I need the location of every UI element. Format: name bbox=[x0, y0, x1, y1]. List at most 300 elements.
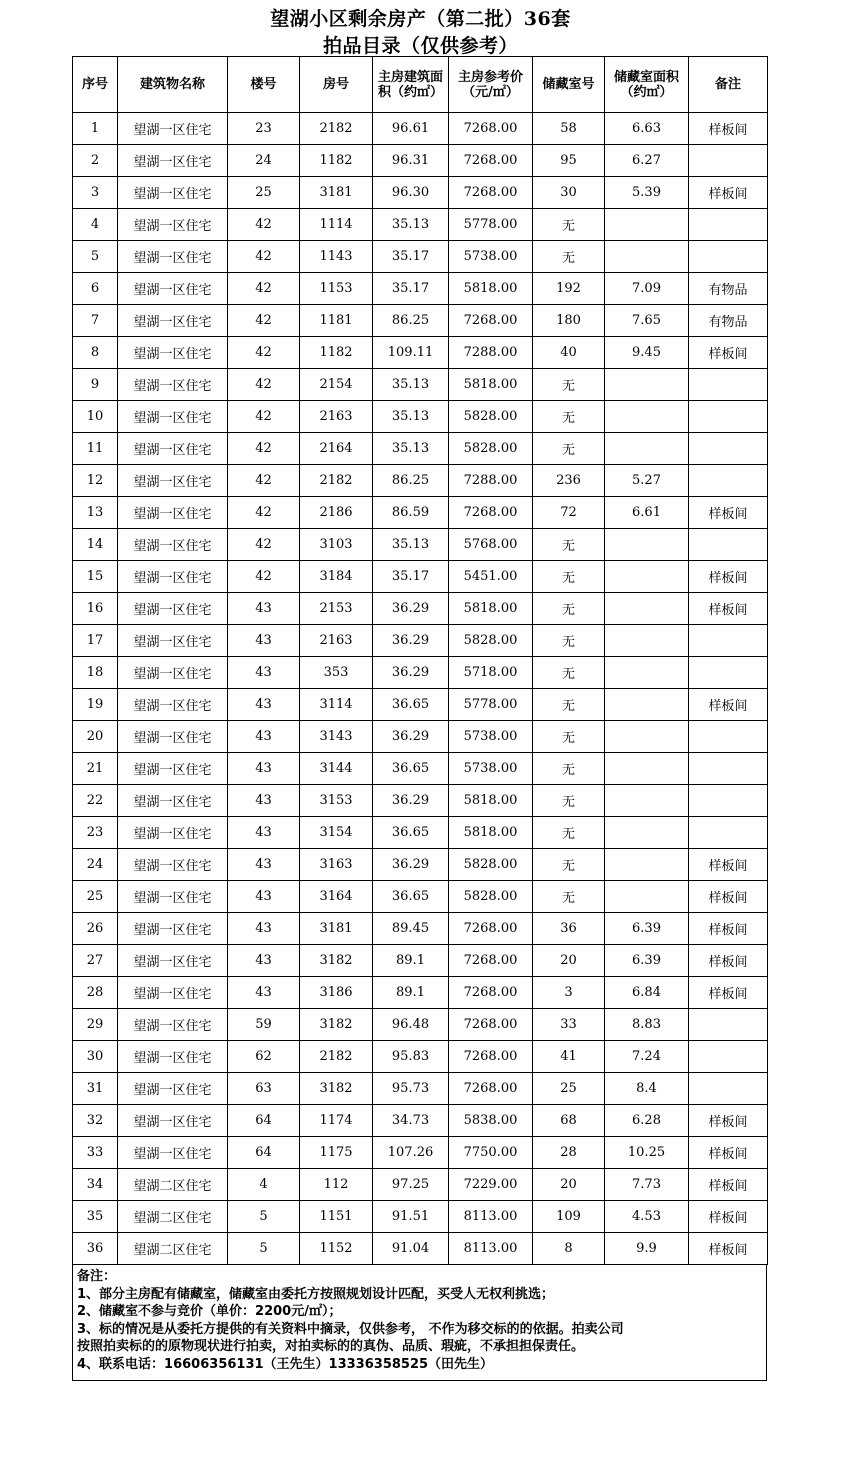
table-row bbox=[73, 561, 768, 593]
cell-remark: 样板间 bbox=[689, 113, 768, 145]
cell-reference-price: 7268.00 bbox=[449, 1073, 533, 1105]
cell-storage-no: 无 bbox=[533, 849, 605, 881]
table-row bbox=[73, 1201, 768, 1233]
cell-remark: 样板间 bbox=[689, 497, 768, 529]
cell-building-no: 4 bbox=[228, 1169, 300, 1201]
header-storage-area: 储藏室面积（约㎡） bbox=[605, 57, 689, 113]
table-row bbox=[73, 177, 768, 209]
cell-building-name: 望湖一区住宅 bbox=[118, 785, 228, 817]
cell-building-name: 望湖二区住宅 bbox=[118, 1233, 228, 1265]
property-table bbox=[72, 56, 768, 1265]
cell-remark: 样板间 bbox=[689, 977, 768, 1009]
cell-remark: 样板间 bbox=[689, 1169, 768, 1201]
table-row bbox=[73, 1137, 768, 1169]
cell-storage-no: 72 bbox=[533, 497, 605, 529]
cell-main-area: 95.83 bbox=[373, 1041, 449, 1073]
cell-main-area: 109.11 bbox=[373, 337, 449, 369]
cell-building-no: 62 bbox=[228, 1041, 300, 1073]
cell-building-name: 望湖一区住宅 bbox=[118, 689, 228, 721]
cell-room-no: 1143 bbox=[300, 241, 373, 273]
cell-room-no: 3163 bbox=[300, 849, 373, 881]
cell-storage-no: 无 bbox=[533, 369, 605, 401]
note-3: 3、标的情况是从委托方提供的有关资料中摘录，仅供参考， 不作为移交标的的依据。拍卖公司 bbox=[77, 1321, 624, 1337]
header-building-name: 建筑物名称 bbox=[118, 57, 228, 113]
cell-index: 29 bbox=[73, 1009, 118, 1041]
cell-remark: 样板间 bbox=[689, 561, 768, 593]
cell-storage-area: 9.45 bbox=[605, 337, 689, 369]
cell-main-area: 95.73 bbox=[373, 1073, 449, 1105]
table-row bbox=[73, 753, 768, 785]
cell-index: 1 bbox=[73, 113, 118, 145]
cell-building-no: 43 bbox=[228, 593, 300, 625]
cell-storage-no: 33 bbox=[533, 1009, 605, 1041]
cell-room-no: 3144 bbox=[300, 753, 373, 785]
table-row bbox=[73, 1009, 768, 1041]
cell-room-no: 1153 bbox=[300, 273, 373, 305]
cell-remark bbox=[689, 625, 768, 657]
cell-main-area: 96.61 bbox=[373, 113, 449, 145]
cell-reference-price: 5738.00 bbox=[449, 721, 533, 753]
cell-storage-no: 41 bbox=[533, 1041, 605, 1073]
cell-main-area: 35.13 bbox=[373, 433, 449, 465]
cell-storage-area: 10.25 bbox=[605, 1137, 689, 1169]
cell-building-no: 5 bbox=[228, 1233, 300, 1265]
header-remark: 备注 bbox=[689, 57, 768, 113]
table-row bbox=[73, 593, 768, 625]
cell-storage-area bbox=[605, 241, 689, 273]
cell-building-no: 5 bbox=[228, 1201, 300, 1233]
cell-reference-price: 5818.00 bbox=[449, 369, 533, 401]
cell-room-no: 1175 bbox=[300, 1137, 373, 1169]
cell-index: 3 bbox=[73, 177, 118, 209]
cell-building-no: 42 bbox=[228, 465, 300, 497]
cell-main-area: 107.26 bbox=[373, 1137, 449, 1169]
cell-building-no: 42 bbox=[228, 209, 300, 241]
cell-storage-no: 36 bbox=[533, 913, 605, 945]
cell-storage-area bbox=[605, 657, 689, 689]
cell-storage-area: 7.73 bbox=[605, 1169, 689, 1201]
cell-building-no: 43 bbox=[228, 721, 300, 753]
cell-room-no: 2153 bbox=[300, 593, 373, 625]
cell-remark bbox=[689, 145, 768, 177]
cell-storage-no: 无 bbox=[533, 529, 605, 561]
cell-remark bbox=[689, 657, 768, 689]
cell-index: 30 bbox=[73, 1041, 118, 1073]
header-index: 序号 bbox=[73, 57, 118, 113]
cell-storage-area: 6.39 bbox=[605, 913, 689, 945]
cell-storage-area: 6.27 bbox=[605, 145, 689, 177]
cell-building-name: 望湖一区住宅 bbox=[118, 401, 228, 433]
cell-room-no: 3182 bbox=[300, 1009, 373, 1041]
cell-building-name: 望湖一区住宅 bbox=[118, 1041, 228, 1073]
cell-reference-price: 7750.00 bbox=[449, 1137, 533, 1169]
cell-room-no: 353 bbox=[300, 657, 373, 689]
cell-storage-area: 7.65 bbox=[605, 305, 689, 337]
cell-storage-no: 3 bbox=[533, 977, 605, 1009]
cell-room-no: 2154 bbox=[300, 369, 373, 401]
cell-building-no: 43 bbox=[228, 945, 300, 977]
cell-storage-area: 9.9 bbox=[605, 1233, 689, 1265]
cell-main-area: 35.13 bbox=[373, 369, 449, 401]
cell-storage-no: 无 bbox=[533, 241, 605, 273]
cell-storage-area bbox=[605, 881, 689, 913]
cell-index: 17 bbox=[73, 625, 118, 657]
cell-index: 13 bbox=[73, 497, 118, 529]
cell-index: 5 bbox=[73, 241, 118, 273]
cell-building-no: 43 bbox=[228, 817, 300, 849]
cell-storage-no: 无 bbox=[533, 657, 605, 689]
cell-storage-no: 20 bbox=[533, 945, 605, 977]
cell-storage-area bbox=[605, 849, 689, 881]
cell-main-area: 36.29 bbox=[373, 625, 449, 657]
cell-room-no: 3182 bbox=[300, 945, 373, 977]
cell-main-area: 89.1 bbox=[373, 945, 449, 977]
table-row bbox=[73, 977, 768, 1009]
cell-room-no: 3153 bbox=[300, 785, 373, 817]
cell-storage-no: 无 bbox=[533, 753, 605, 785]
cell-room-no: 3103 bbox=[300, 529, 373, 561]
cell-room-no: 1152 bbox=[300, 1233, 373, 1265]
cell-building-name: 望湖一区住宅 bbox=[118, 273, 228, 305]
cell-index: 8 bbox=[73, 337, 118, 369]
cell-remark: 样板间 bbox=[689, 945, 768, 977]
cell-storage-area bbox=[605, 593, 689, 625]
cell-storage-area: 5.39 bbox=[605, 177, 689, 209]
cell-remark: 样板间 bbox=[689, 1137, 768, 1169]
cell-index: 10 bbox=[73, 401, 118, 433]
cell-main-area: 86.25 bbox=[373, 305, 449, 337]
cell-building-name: 望湖一区住宅 bbox=[118, 721, 228, 753]
cell-index: 24 bbox=[73, 849, 118, 881]
note-2: 2、储藏室不参与竞价（单价：2200元/㎡）； bbox=[77, 1304, 342, 1319]
cell-main-area: 96.48 bbox=[373, 1009, 449, 1041]
cell-storage-no: 236 bbox=[533, 465, 605, 497]
cell-storage-no: 无 bbox=[533, 561, 605, 593]
cell-building-no: 42 bbox=[228, 241, 300, 273]
cell-index: 25 bbox=[73, 881, 118, 913]
cell-building-name: 望湖一区住宅 bbox=[118, 945, 228, 977]
cell-remark bbox=[689, 1041, 768, 1073]
notes-section bbox=[72, 1264, 767, 1381]
cell-building-name: 望湖一区住宅 bbox=[118, 113, 228, 145]
cell-storage-no: 192 bbox=[533, 273, 605, 305]
cell-building-no: 25 bbox=[228, 177, 300, 209]
cell-storage-no: 68 bbox=[533, 1105, 605, 1137]
cell-storage-area: 4.53 bbox=[605, 1201, 689, 1233]
cell-index: 27 bbox=[73, 945, 118, 977]
note-3-continued: 按照拍卖标的的原物现状进行拍卖，对拍卖标的的真伪、品质、瑕疵，不承担担保责任。 bbox=[77, 1339, 585, 1354]
cell-storage-no: 无 bbox=[533, 785, 605, 817]
cell-room-no: 2163 bbox=[300, 625, 373, 657]
cell-building-name: 望湖一区住宅 bbox=[118, 305, 228, 337]
cell-remark: 样板间 bbox=[689, 337, 768, 369]
table-row bbox=[73, 689, 768, 721]
cell-room-no: 3164 bbox=[300, 881, 373, 913]
table-row bbox=[73, 1073, 768, 1105]
cell-room-no: 3154 bbox=[300, 817, 373, 849]
cell-room-no: 2186 bbox=[300, 497, 373, 529]
cell-room-no: 112 bbox=[300, 1169, 373, 1201]
cell-reference-price: 7268.00 bbox=[449, 497, 533, 529]
cell-main-area: 96.30 bbox=[373, 177, 449, 209]
cell-storage-area: 6.39 bbox=[605, 945, 689, 977]
cell-index: 12 bbox=[73, 465, 118, 497]
cell-reference-price: 7268.00 bbox=[449, 145, 533, 177]
cell-building-name: 望湖一区住宅 bbox=[118, 433, 228, 465]
cell-reference-price: 5738.00 bbox=[449, 241, 533, 273]
cell-reference-price: 5838.00 bbox=[449, 1105, 533, 1137]
cell-storage-no: 180 bbox=[533, 305, 605, 337]
cell-building-no: 42 bbox=[228, 305, 300, 337]
cell-storage-area bbox=[605, 689, 689, 721]
table-row bbox=[73, 337, 768, 369]
cell-building-no: 43 bbox=[228, 977, 300, 1009]
table-row bbox=[73, 209, 768, 241]
cell-reference-price: 5828.00 bbox=[449, 625, 533, 657]
cell-building-name: 望湖一区住宅 bbox=[118, 593, 228, 625]
cell-storage-no: 无 bbox=[533, 881, 605, 913]
table-row bbox=[73, 369, 768, 401]
cell-reference-price: 7268.00 bbox=[449, 113, 533, 145]
cell-remark: 样板间 bbox=[689, 1105, 768, 1137]
cell-building-no: 64 bbox=[228, 1105, 300, 1137]
cell-building-name: 望湖一区住宅 bbox=[118, 465, 228, 497]
notes-heading: 备注： bbox=[77, 1269, 117, 1284]
table-row bbox=[73, 241, 768, 273]
cell-storage-no: 28 bbox=[533, 1137, 605, 1169]
cell-building-name: 望湖一区住宅 bbox=[118, 145, 228, 177]
cell-room-no: 3181 bbox=[300, 177, 373, 209]
cell-building-name: 望湖二区住宅 bbox=[118, 1169, 228, 1201]
cell-reference-price: 5768.00 bbox=[449, 529, 533, 561]
cell-building-no: 43 bbox=[228, 625, 300, 657]
cell-index: 35 bbox=[73, 1201, 118, 1233]
cell-index: 33 bbox=[73, 1137, 118, 1169]
note-4-contact: 4、联系电话：16606356131（王先生）13336358525（田先生） bbox=[77, 1356, 494, 1372]
cell-storage-no: 无 bbox=[533, 209, 605, 241]
cell-building-name: 望湖一区住宅 bbox=[118, 753, 228, 785]
table-row bbox=[73, 849, 768, 881]
cell-reference-price: 5828.00 bbox=[449, 401, 533, 433]
cell-reference-price: 7268.00 bbox=[449, 977, 533, 1009]
cell-main-area: 35.13 bbox=[373, 401, 449, 433]
cell-index: 32 bbox=[73, 1105, 118, 1137]
cell-building-name: 望湖一区住宅 bbox=[118, 1137, 228, 1169]
cell-main-area: 36.29 bbox=[373, 721, 449, 753]
cell-main-area: 36.29 bbox=[373, 593, 449, 625]
cell-index: 36 bbox=[73, 1233, 118, 1265]
cell-storage-area bbox=[605, 433, 689, 465]
cell-index: 11 bbox=[73, 433, 118, 465]
table-row bbox=[73, 1105, 768, 1137]
cell-index: 2 bbox=[73, 145, 118, 177]
cell-remark: 样板间 bbox=[689, 913, 768, 945]
header-reference-price: 主房参考价（元/㎡） bbox=[449, 57, 533, 113]
cell-remark bbox=[689, 369, 768, 401]
cell-storage-area: 7.09 bbox=[605, 273, 689, 305]
cell-index: 7 bbox=[73, 305, 118, 337]
table-row bbox=[73, 721, 768, 753]
document-title: 望湖小区剩余房产（第二批）36套 bbox=[270, 8, 571, 30]
cell-remark bbox=[689, 209, 768, 241]
cell-building-name: 望湖一区住宅 bbox=[118, 977, 228, 1009]
cell-storage-area bbox=[605, 209, 689, 241]
cell-index: 6 bbox=[73, 273, 118, 305]
cell-room-no: 1114 bbox=[300, 209, 373, 241]
cell-index: 20 bbox=[73, 721, 118, 753]
cell-storage-area bbox=[605, 529, 689, 561]
cell-reference-price: 5718.00 bbox=[449, 657, 533, 689]
cell-building-no: 59 bbox=[228, 1009, 300, 1041]
cell-storage-area bbox=[605, 369, 689, 401]
cell-building-name: 望湖一区住宅 bbox=[118, 657, 228, 689]
cell-remark: 样板间 bbox=[689, 689, 768, 721]
cell-remark bbox=[689, 817, 768, 849]
cell-index: 34 bbox=[73, 1169, 118, 1201]
cell-storage-area: 6.63 bbox=[605, 113, 689, 145]
cell-building-name: 望湖一区住宅 bbox=[118, 1073, 228, 1105]
cell-remark: 样板间 bbox=[689, 1201, 768, 1233]
cell-building-name: 望湖一区住宅 bbox=[118, 849, 228, 881]
cell-building-name: 望湖一区住宅 bbox=[118, 881, 228, 913]
table-body bbox=[73, 113, 768, 1265]
cell-storage-no: 无 bbox=[533, 689, 605, 721]
table-row bbox=[73, 529, 768, 561]
cell-remark bbox=[689, 241, 768, 273]
cell-storage-no: 95 bbox=[533, 145, 605, 177]
cell-remark bbox=[689, 529, 768, 561]
cell-reference-price: 7268.00 bbox=[449, 177, 533, 209]
cell-building-no: 43 bbox=[228, 657, 300, 689]
cell-room-no: 2182 bbox=[300, 1041, 373, 1073]
cell-storage-no: 30 bbox=[533, 177, 605, 209]
cell-main-area: 89.1 bbox=[373, 977, 449, 1009]
table-row bbox=[73, 657, 768, 689]
cell-storage-area bbox=[605, 817, 689, 849]
table-row bbox=[73, 497, 768, 529]
cell-room-no: 3114 bbox=[300, 689, 373, 721]
table-row bbox=[73, 113, 768, 145]
cell-remark: 样板间 bbox=[689, 1233, 768, 1265]
cell-remark bbox=[689, 721, 768, 753]
cell-room-no: 1181 bbox=[300, 305, 373, 337]
cell-building-no: 43 bbox=[228, 753, 300, 785]
cell-remark: 有物品 bbox=[689, 305, 768, 337]
cell-main-area: 35.17 bbox=[373, 241, 449, 273]
cell-building-name: 望湖一区住宅 bbox=[118, 337, 228, 369]
note-1: 1、部分主房配有储藏室，储藏室由委托方按照规划设计匹配，买受人无权利挑选； bbox=[77, 1286, 555, 1302]
cell-building-no: 42 bbox=[228, 433, 300, 465]
cell-main-area: 36.65 bbox=[373, 753, 449, 785]
cell-reference-price: 7288.00 bbox=[449, 465, 533, 497]
table-row bbox=[73, 305, 768, 337]
cell-building-name: 望湖一区住宅 bbox=[118, 209, 228, 241]
cell-room-no: 3186 bbox=[300, 977, 373, 1009]
cell-building-name: 望湖一区住宅 bbox=[118, 1105, 228, 1137]
cell-reference-price: 5451.00 bbox=[449, 561, 533, 593]
cell-index: 21 bbox=[73, 753, 118, 785]
cell-building-name: 望湖一区住宅 bbox=[118, 529, 228, 561]
cell-building-name: 望湖一区住宅 bbox=[118, 561, 228, 593]
cell-storage-no: 20 bbox=[533, 1169, 605, 1201]
table-row bbox=[73, 817, 768, 849]
cell-storage-no: 无 bbox=[533, 433, 605, 465]
cell-remark bbox=[689, 401, 768, 433]
header-building-no: 楼号 bbox=[228, 57, 300, 113]
header-storage-no: 储藏室号 bbox=[533, 57, 605, 113]
cell-reference-price: 7268.00 bbox=[449, 945, 533, 977]
cell-remark bbox=[689, 785, 768, 817]
cell-building-name: 望湖二区住宅 bbox=[118, 1201, 228, 1233]
cell-room-no: 3182 bbox=[300, 1073, 373, 1105]
cell-main-area: 36.29 bbox=[373, 849, 449, 881]
cell-remark bbox=[689, 1009, 768, 1041]
table-row bbox=[73, 881, 768, 913]
cell-storage-no: 25 bbox=[533, 1073, 605, 1105]
cell-remark bbox=[689, 1073, 768, 1105]
cell-index: 15 bbox=[73, 561, 118, 593]
cell-storage-no: 无 bbox=[533, 401, 605, 433]
cell-storage-no: 8 bbox=[533, 1233, 605, 1265]
cell-reference-price: 5778.00 bbox=[449, 689, 533, 721]
cell-main-area: 86.59 bbox=[373, 497, 449, 529]
cell-room-no: 3181 bbox=[300, 913, 373, 945]
cell-main-area: 91.51 bbox=[373, 1201, 449, 1233]
cell-remark: 样板间 bbox=[689, 177, 768, 209]
cell-storage-no: 109 bbox=[533, 1201, 605, 1233]
cell-main-area: 36.65 bbox=[373, 817, 449, 849]
cell-room-no: 1174 bbox=[300, 1105, 373, 1137]
cell-index: 19 bbox=[73, 689, 118, 721]
cell-remark bbox=[689, 433, 768, 465]
cell-building-no: 43 bbox=[228, 913, 300, 945]
cell-storage-area: 8.83 bbox=[605, 1009, 689, 1041]
cell-reference-price: 8113.00 bbox=[449, 1201, 533, 1233]
cell-room-no: 2182 bbox=[300, 465, 373, 497]
cell-storage-no: 58 bbox=[533, 113, 605, 145]
cell-room-no: 1151 bbox=[300, 1201, 373, 1233]
cell-reference-price: 7268.00 bbox=[449, 1009, 533, 1041]
cell-building-no: 63 bbox=[228, 1073, 300, 1105]
cell-main-area: 35.13 bbox=[373, 529, 449, 561]
cell-index: 14 bbox=[73, 529, 118, 561]
table-row bbox=[73, 465, 768, 497]
cell-room-no: 3143 bbox=[300, 721, 373, 753]
cell-building-no: 64 bbox=[228, 1137, 300, 1169]
cell-reference-price: 5738.00 bbox=[449, 753, 533, 785]
cell-main-area: 97.25 bbox=[373, 1169, 449, 1201]
cell-storage-area: 6.61 bbox=[605, 497, 689, 529]
cell-building-name: 望湖一区住宅 bbox=[118, 1009, 228, 1041]
cell-storage-no: 无 bbox=[533, 721, 605, 753]
cell-building-no: 43 bbox=[228, 785, 300, 817]
cell-index: 26 bbox=[73, 913, 118, 945]
cell-main-area: 35.13 bbox=[373, 209, 449, 241]
table-row bbox=[73, 945, 768, 977]
cell-building-name: 望湖一区住宅 bbox=[118, 241, 228, 273]
cell-storage-area: 7.24 bbox=[605, 1041, 689, 1073]
table-row bbox=[73, 913, 768, 945]
cell-storage-area bbox=[605, 721, 689, 753]
cell-index: 9 bbox=[73, 369, 118, 401]
cell-index: 31 bbox=[73, 1073, 118, 1105]
cell-main-area: 36.65 bbox=[373, 689, 449, 721]
cell-building-no: 43 bbox=[228, 689, 300, 721]
cell-storage-area bbox=[605, 785, 689, 817]
table-row bbox=[73, 625, 768, 657]
cell-main-area: 35.17 bbox=[373, 561, 449, 593]
cell-building-no: 23 bbox=[228, 113, 300, 145]
